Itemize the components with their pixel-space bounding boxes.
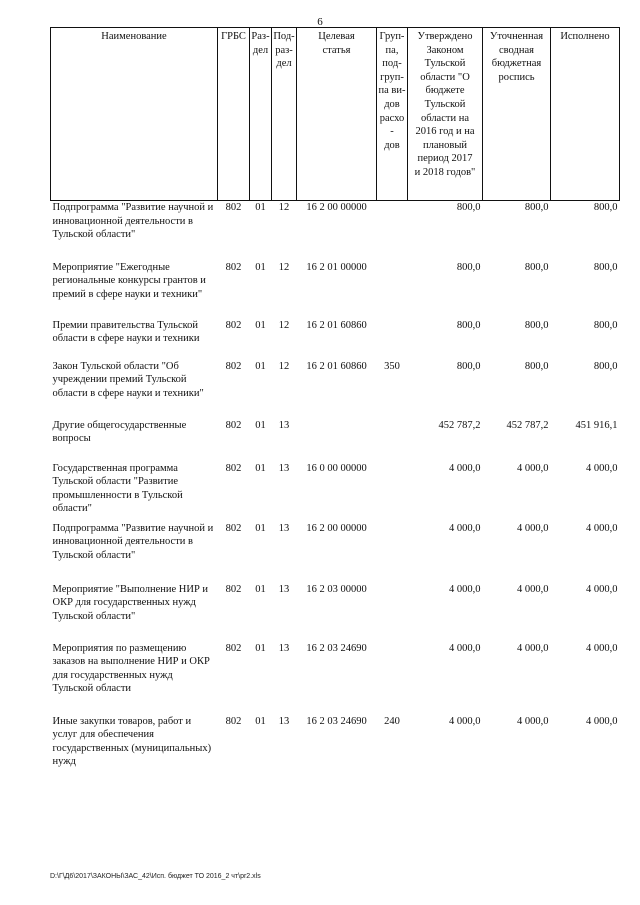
- cell-approved: 800,0: [456, 261, 481, 273]
- cell-executed: 4 000,0: [586, 522, 618, 534]
- cell-refined: 800,0: [524, 202, 549, 213]
- cell-refined: 800,0: [524, 319, 549, 331]
- cell-refined: 4 000,0: [517, 583, 549, 595]
- cell-group: [377, 642, 408, 715]
- col-header-group: Груп- па, под- груп- па ви- дов расхо- дов: [377, 28, 408, 201]
- cell-podrazdel: 12: [278, 261, 290, 273]
- cell-group: [377, 201, 408, 261]
- cell-podrazdel: 12: [278, 360, 290, 372]
- cell-target: 16 2 03 00000: [306, 583, 367, 595]
- file-path-footer: D:\Г\Д6\2017\ЗАКОНЫ\ЗАС_42\Исп. бюджет ТО 2016_2 чт\pr2.xls: [50, 873, 261, 880]
- cell-executed: 4 000,0: [586, 715, 618, 727]
- cell-name: Мероприятие "Выполнение НИР и ОКР для государственных нужд Тульской области": [52, 583, 209, 622]
- table-row: [51, 462, 620, 522]
- cell-razdel: 01: [255, 319, 266, 331]
- cell-executed: 800,0: [593, 202, 618, 213]
- cell-razdel: 01: [255, 715, 266, 727]
- budget-table: [50, 27, 620, 775]
- cell-name: Другие общегосударственные вопросы: [52, 419, 187, 445]
- cell-name: Мероприятия по размещению заказов на выполнение НИР и ОКР для государственных нужд Тульской области: [52, 642, 210, 695]
- table-row: [51, 522, 620, 583]
- cell-executed: 800,0: [593, 360, 618, 372]
- cell-target: 16 2 03 24690: [306, 715, 367, 727]
- cell-razdel: 01: [255, 261, 266, 273]
- cell-name: Иные закупки товаров, работ и услуг для обеспечения государственных (муниципальных) нужд: [52, 715, 212, 768]
- cell-approved: 800,0: [456, 360, 481, 372]
- cell-refined: 4 000,0: [517, 522, 549, 534]
- cell-name: Премии правительства Тульской области в сфере науки и техники: [52, 319, 200, 345]
- cell-group: [377, 583, 408, 642]
- cell-grbs: 802: [225, 642, 242, 654]
- table-row: [51, 583, 620, 642]
- cell-executed: 451 916,1: [575, 419, 618, 431]
- cell-grbs: 802: [225, 522, 242, 534]
- cell-executed: 4 000,0: [586, 642, 618, 654]
- cell-grbs: 802: [225, 419, 242, 431]
- cell-target: 16 2 00 00000: [306, 202, 367, 213]
- cell-refined: 800,0: [524, 360, 549, 372]
- cell-grbs: 802: [225, 202, 242, 213]
- cell-executed: 4 000,0: [586, 462, 618, 474]
- cell-group: [377, 261, 408, 319]
- cell-razdel: 01: [255, 642, 266, 654]
- cell-target: 16 2 01 00000: [306, 261, 367, 273]
- cell-approved: 4 000,0: [449, 583, 481, 595]
- cell-podrazdel: 13: [278, 522, 290, 534]
- header-row: [51, 28, 620, 201]
- cell-approved: 452 787,2: [438, 419, 481, 431]
- cell-refined: 4 000,0: [517, 642, 549, 654]
- cell-approved: 4 000,0: [449, 642, 481, 654]
- table-row: [51, 319, 620, 360]
- cell-grbs: 802: [225, 715, 242, 727]
- cell-approved: 800,0: [456, 319, 481, 331]
- table-row: [51, 261, 620, 319]
- col-header-podrazdel: Под- раз- дел: [272, 28, 297, 201]
- cell-podrazdel: 12: [278, 319, 290, 331]
- cell-target: 16 2 01 60860: [306, 360, 367, 372]
- cell-executed: 800,0: [593, 261, 618, 273]
- cell-approved: 4 000,0: [449, 462, 481, 474]
- cell-podrazdel: 13: [278, 715, 290, 727]
- cell-group: [377, 419, 408, 462]
- cell-podrazdel: 13: [278, 642, 290, 654]
- cell-group: 240: [384, 715, 400, 727]
- cell-razdel: 01: [255, 462, 266, 474]
- cell-razdel: 01: [255, 522, 266, 534]
- col-header-razdel: Раз- дел: [250, 28, 272, 201]
- cell-approved: 4 000,0: [449, 522, 481, 534]
- page-number: 6: [317, 16, 323, 28]
- cell-target: 16 2 03 24690: [306, 642, 367, 654]
- cell-approved: 800,0: [456, 202, 481, 213]
- cell-podrazdel: 12: [278, 202, 290, 213]
- cell-razdel: 01: [255, 583, 266, 595]
- cell-grbs: 802: [225, 583, 242, 595]
- cell-name: Государственная программа Тульской области "Развитие промышленности в Тульской области": [52, 462, 183, 515]
- cell-refined: 452 787,2: [506, 419, 549, 431]
- cell-grbs: 802: [225, 261, 242, 273]
- cell-group: [377, 522, 408, 583]
- cell-name: Подпрограмма "Развитие научной и инновационной деятельности в Тульской области": [52, 202, 214, 241]
- cell-approved: 4 000,0: [449, 715, 481, 727]
- cell-razdel: 01: [255, 360, 266, 372]
- cell-group: 350: [384, 360, 400, 372]
- col-header-executed: Исполнено: [551, 28, 620, 201]
- col-header-name: Наименование: [51, 28, 218, 201]
- cell-podrazdel: 13: [278, 583, 290, 595]
- cell-refined: 800,0: [524, 261, 549, 273]
- cell-name: Мероприятие "Ежегодные региональные конкурсы грантов и премий в сфере науки и техники": [52, 261, 206, 300]
- cell-podrazdel: 13: [278, 419, 290, 431]
- cell-podrazdel: 13: [278, 462, 290, 474]
- cell-target: [297, 419, 377, 462]
- cell-name: Подпрограмма "Развитие научной и инновационной деятельности в Тульской области": [52, 522, 214, 561]
- cell-group: [377, 319, 408, 360]
- cell-refined: 4 000,0: [517, 715, 549, 727]
- cell-razdel: 01: [255, 202, 266, 213]
- cell-grbs: 802: [225, 319, 242, 331]
- col-header-grbs: ГРБС: [218, 28, 250, 201]
- cell-refined: 4 000,0: [517, 462, 549, 474]
- cell-target: 16 2 01 60860: [306, 319, 367, 331]
- cell-target: 16 0 00 00000: [306, 462, 367, 474]
- cell-name: Закон Тульской области "Об учреждении премий Тульской области в сфере науки и техники": [52, 360, 204, 399]
- table-row: [51, 642, 620, 715]
- cell-executed: 4 000,0: [586, 583, 618, 595]
- cell-grbs: 802: [225, 360, 242, 372]
- table-row: [51, 419, 620, 462]
- table-row: [51, 201, 620, 261]
- col-header-refined: Уточненная сводная бюджетная роспись: [483, 28, 551, 201]
- table-row: [51, 360, 620, 419]
- cell-razdel: 01: [255, 419, 266, 431]
- cell-executed: 800,0: [593, 319, 618, 331]
- cell-target: 16 2 00 00000: [306, 522, 367, 534]
- col-header-target: Целевая статья: [297, 28, 377, 201]
- col-header-approved: Утверждено Законом Тульской области "О бюджете Тульской области на 2016 год и на плановый период 2017 и 2018 годов": [408, 28, 483, 201]
- cell-grbs: 802: [225, 462, 242, 474]
- table-row: [51, 715, 620, 775]
- cell-group: [377, 462, 408, 522]
